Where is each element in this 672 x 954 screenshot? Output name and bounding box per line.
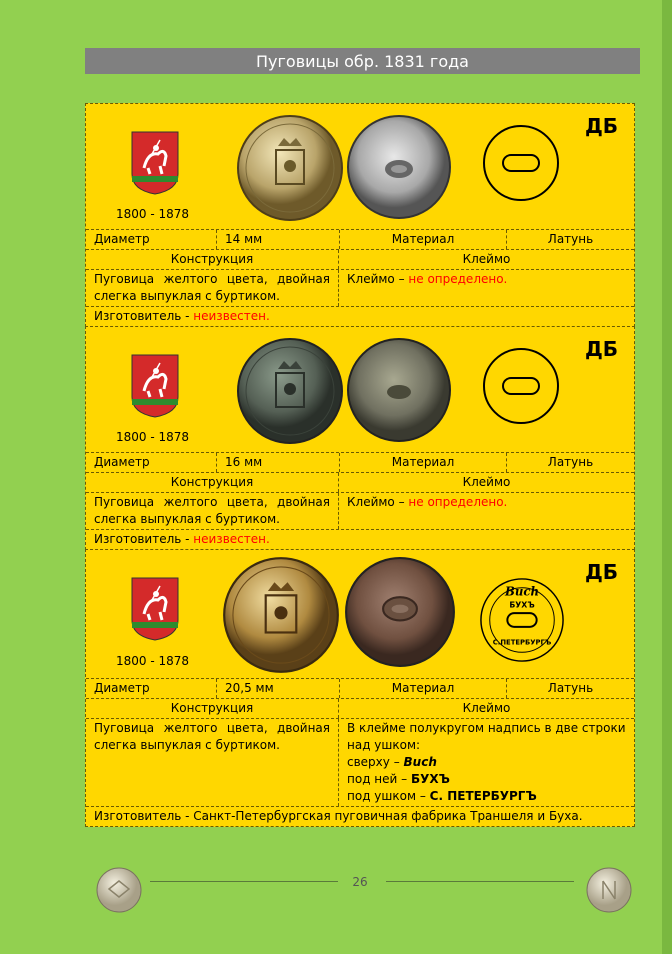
button-front-image [236,114,344,222]
diameter-value: 16 мм [216,453,339,472]
footer-divider-left [150,881,338,882]
diameter-label: Диаметр [94,232,150,246]
description-row [86,270,634,307]
maker-row [86,307,634,326]
maker-label: Изготовитель - [94,309,194,323]
stamp-mark-icon [482,124,560,202]
stamp-label: Клеймо [338,250,634,269]
card-images [86,104,634,230]
maker-text: Изготовитель - Санкт-Петербургская пуговичная фабрика Траншеля и Буха. [94,809,583,823]
footer-button-right-icon [586,867,632,913]
diameter-value: 14 мм [216,230,339,249]
button-card [85,326,635,550]
coat-of-arms-icon [130,130,180,196]
type-code: ДБ [584,114,618,138]
maker-row [86,530,634,549]
coat-of-arms-icon [130,576,180,642]
page-edge [662,0,672,954]
footer-divider-right [386,881,574,882]
description-row [86,719,634,807]
years-label: 1800 - 1878 [116,430,190,444]
construction-label: Конструкция [170,475,254,489]
specs-row [86,230,634,250]
page-title: Пуговицы обр. 1831 года [85,48,640,74]
stamp-prefix: Клеймо – [347,272,409,286]
stamp-value: не определено. [408,495,508,509]
specs-row [86,679,634,699]
card-images [86,550,634,679]
diameter-value: 20,5 мм [216,679,339,698]
material-label: Материал [339,453,506,472]
maker-label: Изготовитель - [94,532,194,546]
construction-text: Пуговица желтого цвета, двойная слегка выпуклая с буртиком. [94,495,330,526]
stamp-mark-icon [482,347,560,425]
card-images [86,327,634,453]
stamp-line-2-value: Buch [403,755,437,769]
stamp-prefix: Клеймо – [347,495,409,509]
stamp-value: не определено. [408,272,508,286]
stamp-line-2-prefix: сверху – [347,755,404,769]
stamp-line-4 [347,788,626,805]
material-value: Латунь [506,453,634,472]
stamp-line-1: В клейме полукругом надпись в две строки над ушком: [347,721,626,752]
stamp-label: Клеймо [338,699,634,718]
stamp-line-3-prefix: под ней – [347,772,411,786]
button-back-image [346,114,452,220]
construction-label: Конструкция [170,252,254,266]
diameter-label: Диаметр [94,455,150,469]
stamp-line-4-value: С. ПЕТЕРБУРГЪ [429,789,537,803]
button-card [85,549,635,827]
stamp-line-4-prefix: под ушком – [347,789,430,803]
material-label: Материал [339,230,506,249]
stamp-line-3-value: БУХЪ [410,772,450,786]
stamp-label: Клеймо [338,473,634,492]
button-front-image [236,337,344,445]
button-front-image [222,556,340,674]
stamp-line-3 [347,771,626,788]
construction-text: Пуговица желтого цвета, двойная слегка выпуклая с буртиком. [94,721,330,752]
mark-text-bottom: С.ПЕТЕРБУРГЪ [492,638,552,647]
diameter-label: Диаметр [94,681,150,695]
construction-text: Пуговица желтого цвета, двойная слегка выпуклая с буртиком. [94,272,330,303]
section-header-row [86,473,634,493]
section-header-row [86,699,634,719]
material-value: Латунь [506,679,634,698]
section-header-row [86,250,634,270]
mark-text-top: Buch [504,584,540,599]
stamp-description [338,719,634,806]
stamp-text [338,270,634,306]
stamp-text [338,493,634,529]
years-label: 1800 - 1878 [116,654,190,668]
button-back-image [344,556,456,668]
maker-value: неизвестен. [193,532,270,546]
button-card [85,103,635,327]
maker-value: неизвестен. [193,309,270,323]
material-label: Материал [339,679,506,698]
page-number: 26 [352,875,368,889]
button-back-image [346,337,452,443]
type-code: ДБ [584,337,618,361]
construction-label: Конструкция [170,701,254,715]
years-label: 1800 - 1878 [116,207,190,221]
stamp-line-2 [347,754,626,771]
specs-row [86,453,634,473]
description-row [86,493,634,530]
footer-button-left-icon [96,867,142,913]
maker-row [86,807,634,826]
maker-text [86,307,278,326]
mark-text-mid: БУХЪ [509,600,535,610]
coat-of-arms-icon [130,353,180,419]
type-code: ДБ [584,560,618,584]
stamp-mark-icon [478,576,566,664]
material-value: Латунь [506,230,634,249]
maker-text [86,530,278,549]
